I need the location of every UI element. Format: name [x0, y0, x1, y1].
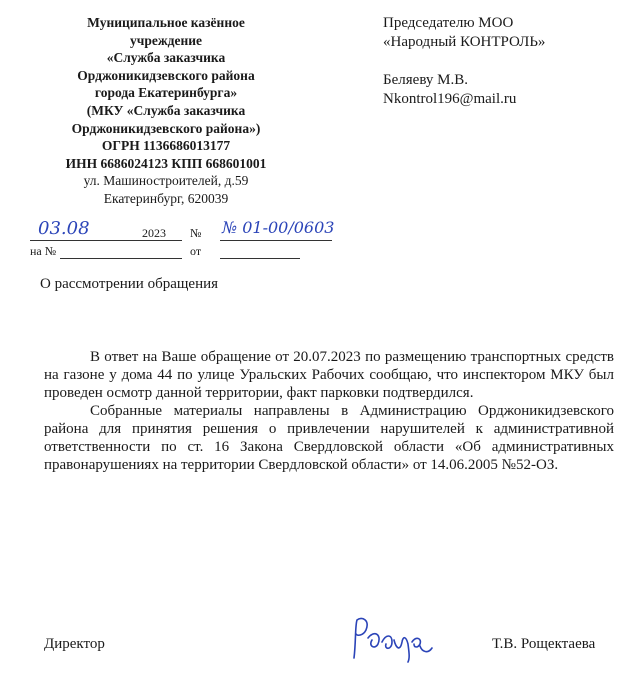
recipient-name: Беляеву М.В.: [383, 72, 468, 88]
sender-line: Орджоникидзевского района»): [71, 120, 261, 136]
recipient-email[interactable]: Nkontrol196@mail.ru: [383, 91, 517, 107]
handwritten-date: 03.08: [38, 218, 90, 239]
sender-line: учреждение: [129, 32, 203, 48]
date-line: [30, 240, 182, 241]
body-paragraph: В ответ на Ваше обращение от 20.07.2023 по размещению транспортных средств на газоне у дома 44 по улице Уральских Рабочих сообщаю, что инспектором МКУ был проведен осмотр данной территории, факт парковки подтвердился.: [44, 349, 614, 401]
recipient-line: Председателю МОО: [383, 15, 514, 31]
from-label: от: [190, 244, 202, 258]
sender-line: (МКУ «Служба заказчика: [86, 102, 246, 118]
sender-ogrn: ОГРН 1136686013177: [101, 138, 231, 154]
body-paragraph: Собранные материалы направлены в Администрацию Орджоникидзевского района для принятия решения о привлечении нарушителей к административной ответственности по ст. 16 Закона Свердловской области «Об административных правонарушениях на территории Свердловской области» от 14.06.2005 №52-ОЗ.: [44, 403, 614, 473]
registration-block: [30, 218, 360, 264]
signatory-role: Директор: [44, 636, 105, 652]
sender-line: Муниципальное казённое: [87, 15, 245, 30]
letter-body: [44, 348, 614, 474]
number-label: №: [190, 226, 202, 240]
signatory-name: Т.В. Рощектаева: [492, 636, 596, 652]
handwritten-signature: [348, 612, 434, 666]
subject-line: О рассмотрении обращения: [40, 276, 219, 292]
ref-line: [60, 258, 182, 259]
handwritten-number: № 01-00/0603: [222, 218, 335, 237]
sender-line: города Екатеринбурга»: [94, 85, 238, 101]
sender-block: [40, 14, 292, 208]
signature-scribble: [348, 612, 434, 666]
recipient-block: [383, 14, 633, 109]
sender-line: «Служба заказчика: [106, 50, 226, 66]
recipient-line: «Народный КОНТРОЛЬ»: [383, 34, 546, 50]
sender-city: Екатеринбург, 620039: [103, 190, 229, 206]
from-line: [220, 258, 300, 259]
sender-inn-kpp: ИНН 6686024123 КПП 668601001: [65, 155, 267, 171]
registration-year: 2023: [142, 226, 166, 240]
sender-line: Орджоникидзевского района: [77, 67, 255, 83]
sender-street: ул. Машиностроителей, д.59: [83, 173, 249, 189]
ref-label: на №: [30, 244, 57, 258]
number-line: [220, 240, 332, 241]
